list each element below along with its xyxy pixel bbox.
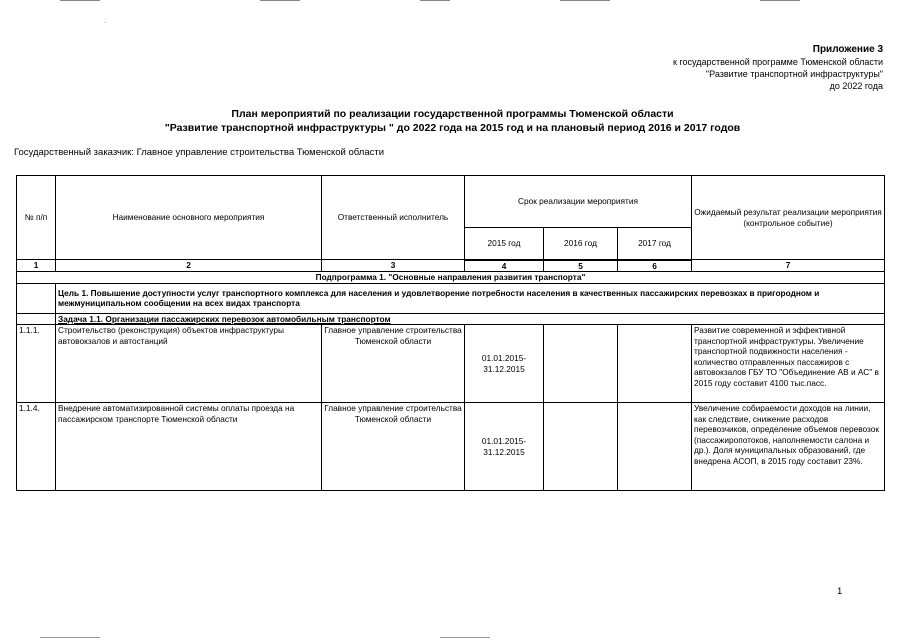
row-2015-end: 31.12.2015 (483, 446, 525, 457)
plan-title-line: План мероприятий по реализации государственной программы Тюменской области (231, 108, 674, 120)
scan-mark (560, 0, 610, 1)
row-2016 (544, 403, 618, 491)
state-customer: Государственный заказчик: Главное управление строительства Тюменской области (14, 147, 385, 158)
subprogram-row: Подпрограмма 1. "Основные направления развития транспорта" (17, 272, 885, 284)
column-numbers-row (17, 260, 885, 272)
header-name: Наименование основного мероприятия (56, 176, 322, 260)
scan-mark (260, 0, 300, 1)
scan-mark (440, 637, 490, 638)
col-number: 5 (544, 260, 618, 272)
appendix-line: "Развитие транспортной инфраструктуры" (705, 69, 883, 79)
header-2015: 2015 год (465, 228, 544, 260)
header-2016: 2016 год (544, 228, 618, 260)
header-2017: 2017 год (618, 228, 692, 260)
col-number: 6 (618, 260, 692, 272)
col-number: 7 (692, 260, 885, 272)
row-name: Внедрение автоматизированной системы оплаты проезда на пассажирском транспорте Тюменской области (56, 403, 322, 491)
row-2015 (465, 403, 544, 491)
header-executor: Ответственный исполнитель (322, 176, 465, 260)
goal-row: Цель 1. Повышение доступности услуг транспортного комплекса для населения и удовлетворение потребности населения в качественных пассажирских перевозках в пригородном и межмуниципальном сообщении на всех видах транспорта (56, 283, 885, 313)
table-row (17, 403, 885, 491)
header-num: № п/п (17, 176, 56, 260)
row-2017 (618, 403, 692, 491)
col-number: 2 (56, 260, 322, 272)
plan-title (0, 108, 905, 135)
col-number: 4 (465, 260, 544, 272)
row-2015-start: 01.01.2015- (481, 436, 527, 446)
row-2015-end: 31.12.2015 (483, 363, 525, 374)
row-2015-start: 01.01.2015- (481, 353, 527, 363)
row-num: 1.1.4. (17, 403, 56, 491)
appendix-line: до 2022 года (829, 81, 883, 91)
appendix-title: Приложение 3 (812, 44, 883, 55)
col-number: 1 (17, 260, 56, 272)
row-2016 (544, 325, 618, 403)
scan-mark (60, 0, 100, 1)
row-executor: Главное управление строительства Тюменской области (322, 325, 465, 403)
row-2017 (618, 325, 692, 403)
row-result: Развитие современной и эффективной транспортной инфраструктуры. Увеличение транспортной подвижности населения - количество отправленных пассажиров с автовокзалов ГБУ ТО "Объединение АВ и АС" в 2015 году составит 4100 тыс.пасс. (692, 325, 885, 403)
page-number: 1 (837, 586, 843, 597)
row-num: 1.1.1. (17, 325, 56, 403)
scan-mark (40, 637, 100, 638)
scan-mark (760, 0, 800, 1)
row-2015 (465, 325, 544, 403)
header-result: Ожидаемый результат реализации мероприятия (контрольное событие) (692, 176, 885, 260)
row-executor: Главное управление строительства Тюменской области (322, 403, 465, 491)
scan-dot: · (104, 20, 106, 26)
plan-title-line: "Развитие транспортной инфраструктуры " до 2022 года на 2015 год и на плановый период 2016 и 2017 годов (164, 121, 741, 134)
table-row (17, 325, 885, 403)
col-number: 3 (322, 260, 465, 272)
row-name: Строительство (реконструкция) объектов инфраструктуры автовокзалов и автостанций (56, 325, 322, 403)
task-row: Задача 1.1. Организации пассажирских перевозок автомобильным транспортом (56, 313, 885, 325)
scan-mark (420, 0, 450, 1)
appendix-line: к государственной программе Тюменской области (673, 57, 883, 67)
header-period: Срок реализации мероприятия (465, 176, 692, 228)
appendix-block (673, 44, 883, 92)
row-result: Увеличение собираемости доходов на линии, как следствие, снижение расходов перевозчиков, определение объемов перевозок (пассажиропотоков, наполняемости салона и др.). Доля муниципальных образований, где внедрена АСОП, в 2015 году составит 23%. (692, 403, 885, 491)
measures-table (16, 175, 885, 491)
